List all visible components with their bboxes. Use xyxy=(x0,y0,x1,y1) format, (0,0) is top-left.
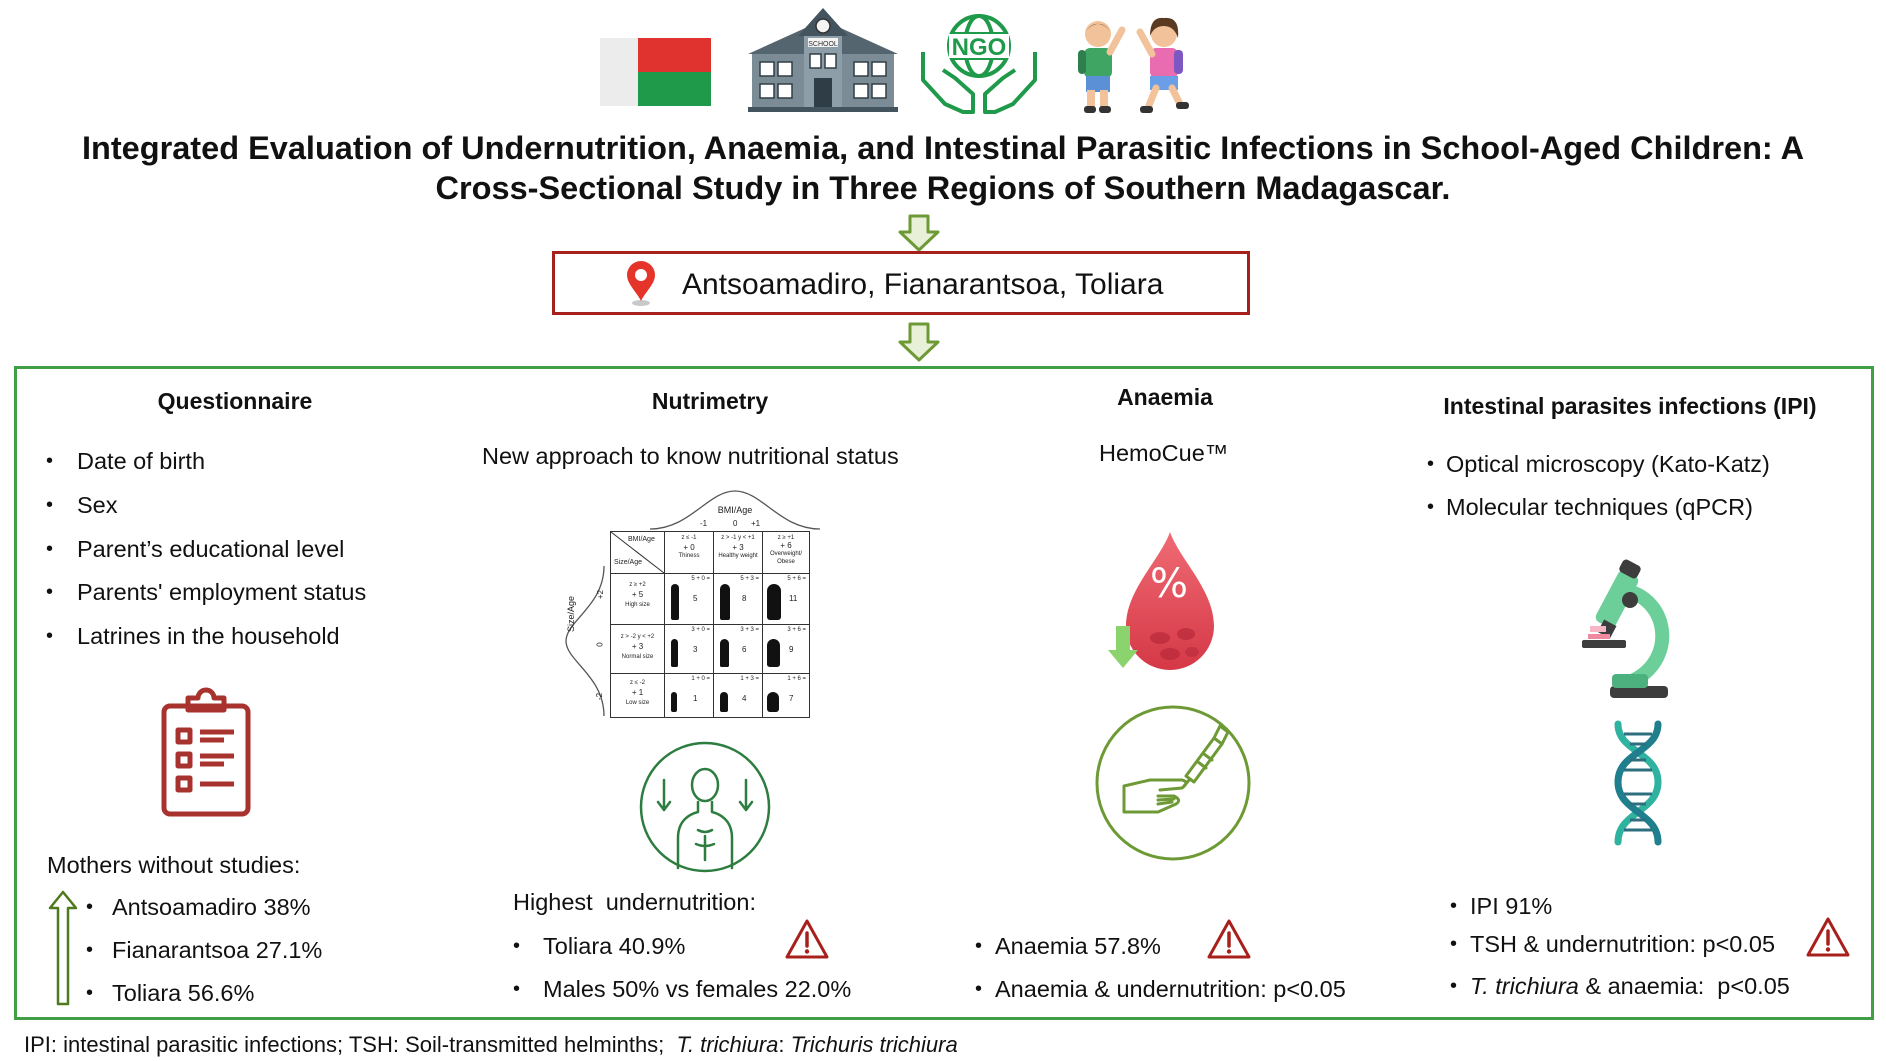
table-cell: 1 + 3 = 4 xyxy=(714,674,762,717)
size-axis-tick: -2 xyxy=(595,692,605,701)
col-header: z ≤ -1 + 0 Thiness xyxy=(678,535,700,559)
method-text: Optical microscopy (Kato-Katz) xyxy=(1446,451,1770,477)
anaemia-method: HemoCue™ xyxy=(1099,440,1229,466)
table-cell: 1 + 6 = 7 xyxy=(763,674,809,717)
bmi-axis-tick: -1 xyxy=(700,519,708,528)
ngo-hands-icon xyxy=(915,12,1043,116)
bmi-axis-tick: +1 xyxy=(751,519,761,528)
list-item: • xyxy=(46,494,54,516)
ipi-title: Intestinal parasites infections (IPI) xyxy=(1443,393,1817,419)
result-text: Toliara 40.9% xyxy=(543,933,686,959)
warning-icon xyxy=(1805,916,1851,958)
nutrimetry-table xyxy=(610,531,810,718)
up-arrow-icon xyxy=(48,890,78,1006)
table-cell: 1 + 0 = 1 xyxy=(665,674,713,717)
nutrimetry-subtitle: New approach to know nutritional status xyxy=(482,443,899,469)
list-item: • xyxy=(1427,496,1435,518)
table-cell: 5 + 6 = 11 xyxy=(763,574,809,624)
list-item: • xyxy=(86,939,94,961)
list-item: • xyxy=(46,581,54,603)
result-text: T. trichiura & anaemia: p<0.05 xyxy=(1470,973,1790,999)
list-item-text: Sex xyxy=(77,492,118,518)
warning-icon xyxy=(784,918,830,960)
list-item-text: Date of birth xyxy=(77,448,206,474)
corner-label-top: BMI/Age xyxy=(628,536,655,543)
list-item: • xyxy=(975,978,983,1000)
table-cell: 5 + 3 = 8 xyxy=(714,574,762,624)
questionnaire-title: Questionnaire xyxy=(157,388,313,414)
list-item: • xyxy=(86,896,94,918)
result-text: Fianarantsoa 27.1% xyxy=(112,937,323,963)
finger-prick-icon xyxy=(1094,704,1252,862)
nutrimetry-title: Nutrimetry xyxy=(651,388,769,414)
footnote: IPI: intestinal parasitic infections; TSH: Soil-transmitted helminths; T. trichiura: Trichuris trichiura xyxy=(24,1032,958,1057)
children-icon xyxy=(1070,14,1198,118)
result-text: Toliara 56.6% xyxy=(112,980,255,1006)
down-arrow-icon xyxy=(898,214,940,252)
page-title: Integrated Evaluation of Undernutrition, Anaemia, and Intestinal Parasitic Infections in School-Aged Children: A Cross-Sectional Study in Three Regions of Southern Madagascar. xyxy=(81,130,1805,206)
map-pin-icon xyxy=(626,261,656,307)
row-header: z > -2 y < +2 + 3 Normal size xyxy=(620,634,655,660)
table-cell: 3 + 0 = 3 xyxy=(665,625,713,673)
bmi-axis-label: BMI/Age xyxy=(717,505,753,515)
result-text: IPI 91% xyxy=(1470,893,1553,919)
nutrimetry-result-heading: Highest undernutrition: xyxy=(513,889,756,915)
list-item-text: Parent’s educational level xyxy=(77,536,345,562)
size-axis-tick: +2 xyxy=(596,589,606,600)
size-axis-tick: 0 xyxy=(595,642,605,647)
col-header: z ≥ +1 + 6 Overweight/ Obese xyxy=(769,535,802,565)
list-item: • xyxy=(46,450,54,472)
result-text: Anaemia & undernutrition: p<0.05 xyxy=(995,976,1346,1002)
school-sign-label: SCHOOL xyxy=(808,41,838,48)
ngo-label: NGO xyxy=(951,34,1007,61)
list-item: • xyxy=(975,935,983,957)
table-cell: 3 + 6 = 9 xyxy=(763,625,809,673)
list-item: • xyxy=(1450,975,1458,997)
bmi-axis-tick: 0 xyxy=(733,519,738,528)
result-text: Anaemia 57.8% xyxy=(995,933,1161,959)
dna-icon xyxy=(1612,722,1664,844)
result-text: Males 50% vs females 22.0% xyxy=(543,976,852,1002)
result-text: Antsoamadiro 38% xyxy=(112,894,311,920)
location-text: Antsoamadiro, Fianarantsoa, Toliara xyxy=(682,268,1164,301)
list-item-text: Latrines in the household xyxy=(77,623,340,649)
drop-percent-symbol: % xyxy=(1150,561,1189,607)
list-item: • xyxy=(1450,933,1458,955)
list-item: • xyxy=(513,935,521,957)
list-item-text: Parents' employment status xyxy=(77,579,367,605)
table-cell: 5 + 0 = 5 xyxy=(665,574,713,624)
list-item: • xyxy=(513,978,521,1000)
corner-label-bottom: Size/Age xyxy=(614,559,643,566)
warning-icon xyxy=(1206,918,1252,960)
size-axis-label: Size/Age xyxy=(566,595,576,632)
questionnaire-result-heading: Mothers without studies: xyxy=(47,852,301,878)
list-item: • xyxy=(1427,453,1435,475)
madagascar-flag-icon xyxy=(600,38,711,106)
result-text: TSH & undernutrition: p<0.05 xyxy=(1470,931,1776,957)
anaemia-title: Anaemia xyxy=(1117,384,1213,410)
list-item: • xyxy=(86,982,94,1004)
down-arrow-icon xyxy=(898,322,940,362)
clipboard-icon xyxy=(160,690,252,818)
list-item: • xyxy=(46,625,54,647)
school-icon xyxy=(748,6,898,112)
microscope-icon xyxy=(1582,562,1674,702)
list-item: • xyxy=(46,538,54,560)
row-header: z ≥ +2 + 5 High size xyxy=(625,582,650,608)
col-header: z > -1 y < +1 + 3 Healthy weight xyxy=(718,535,758,559)
method-text: Molecular techniques (qPCR) xyxy=(1446,494,1753,520)
row-header: z ≤ -2 + 1 Low size xyxy=(625,680,650,706)
list-item: • xyxy=(1450,895,1458,917)
body-measurement-icon xyxy=(638,740,772,874)
table-cell: 3 + 3 = 6 xyxy=(714,625,762,673)
